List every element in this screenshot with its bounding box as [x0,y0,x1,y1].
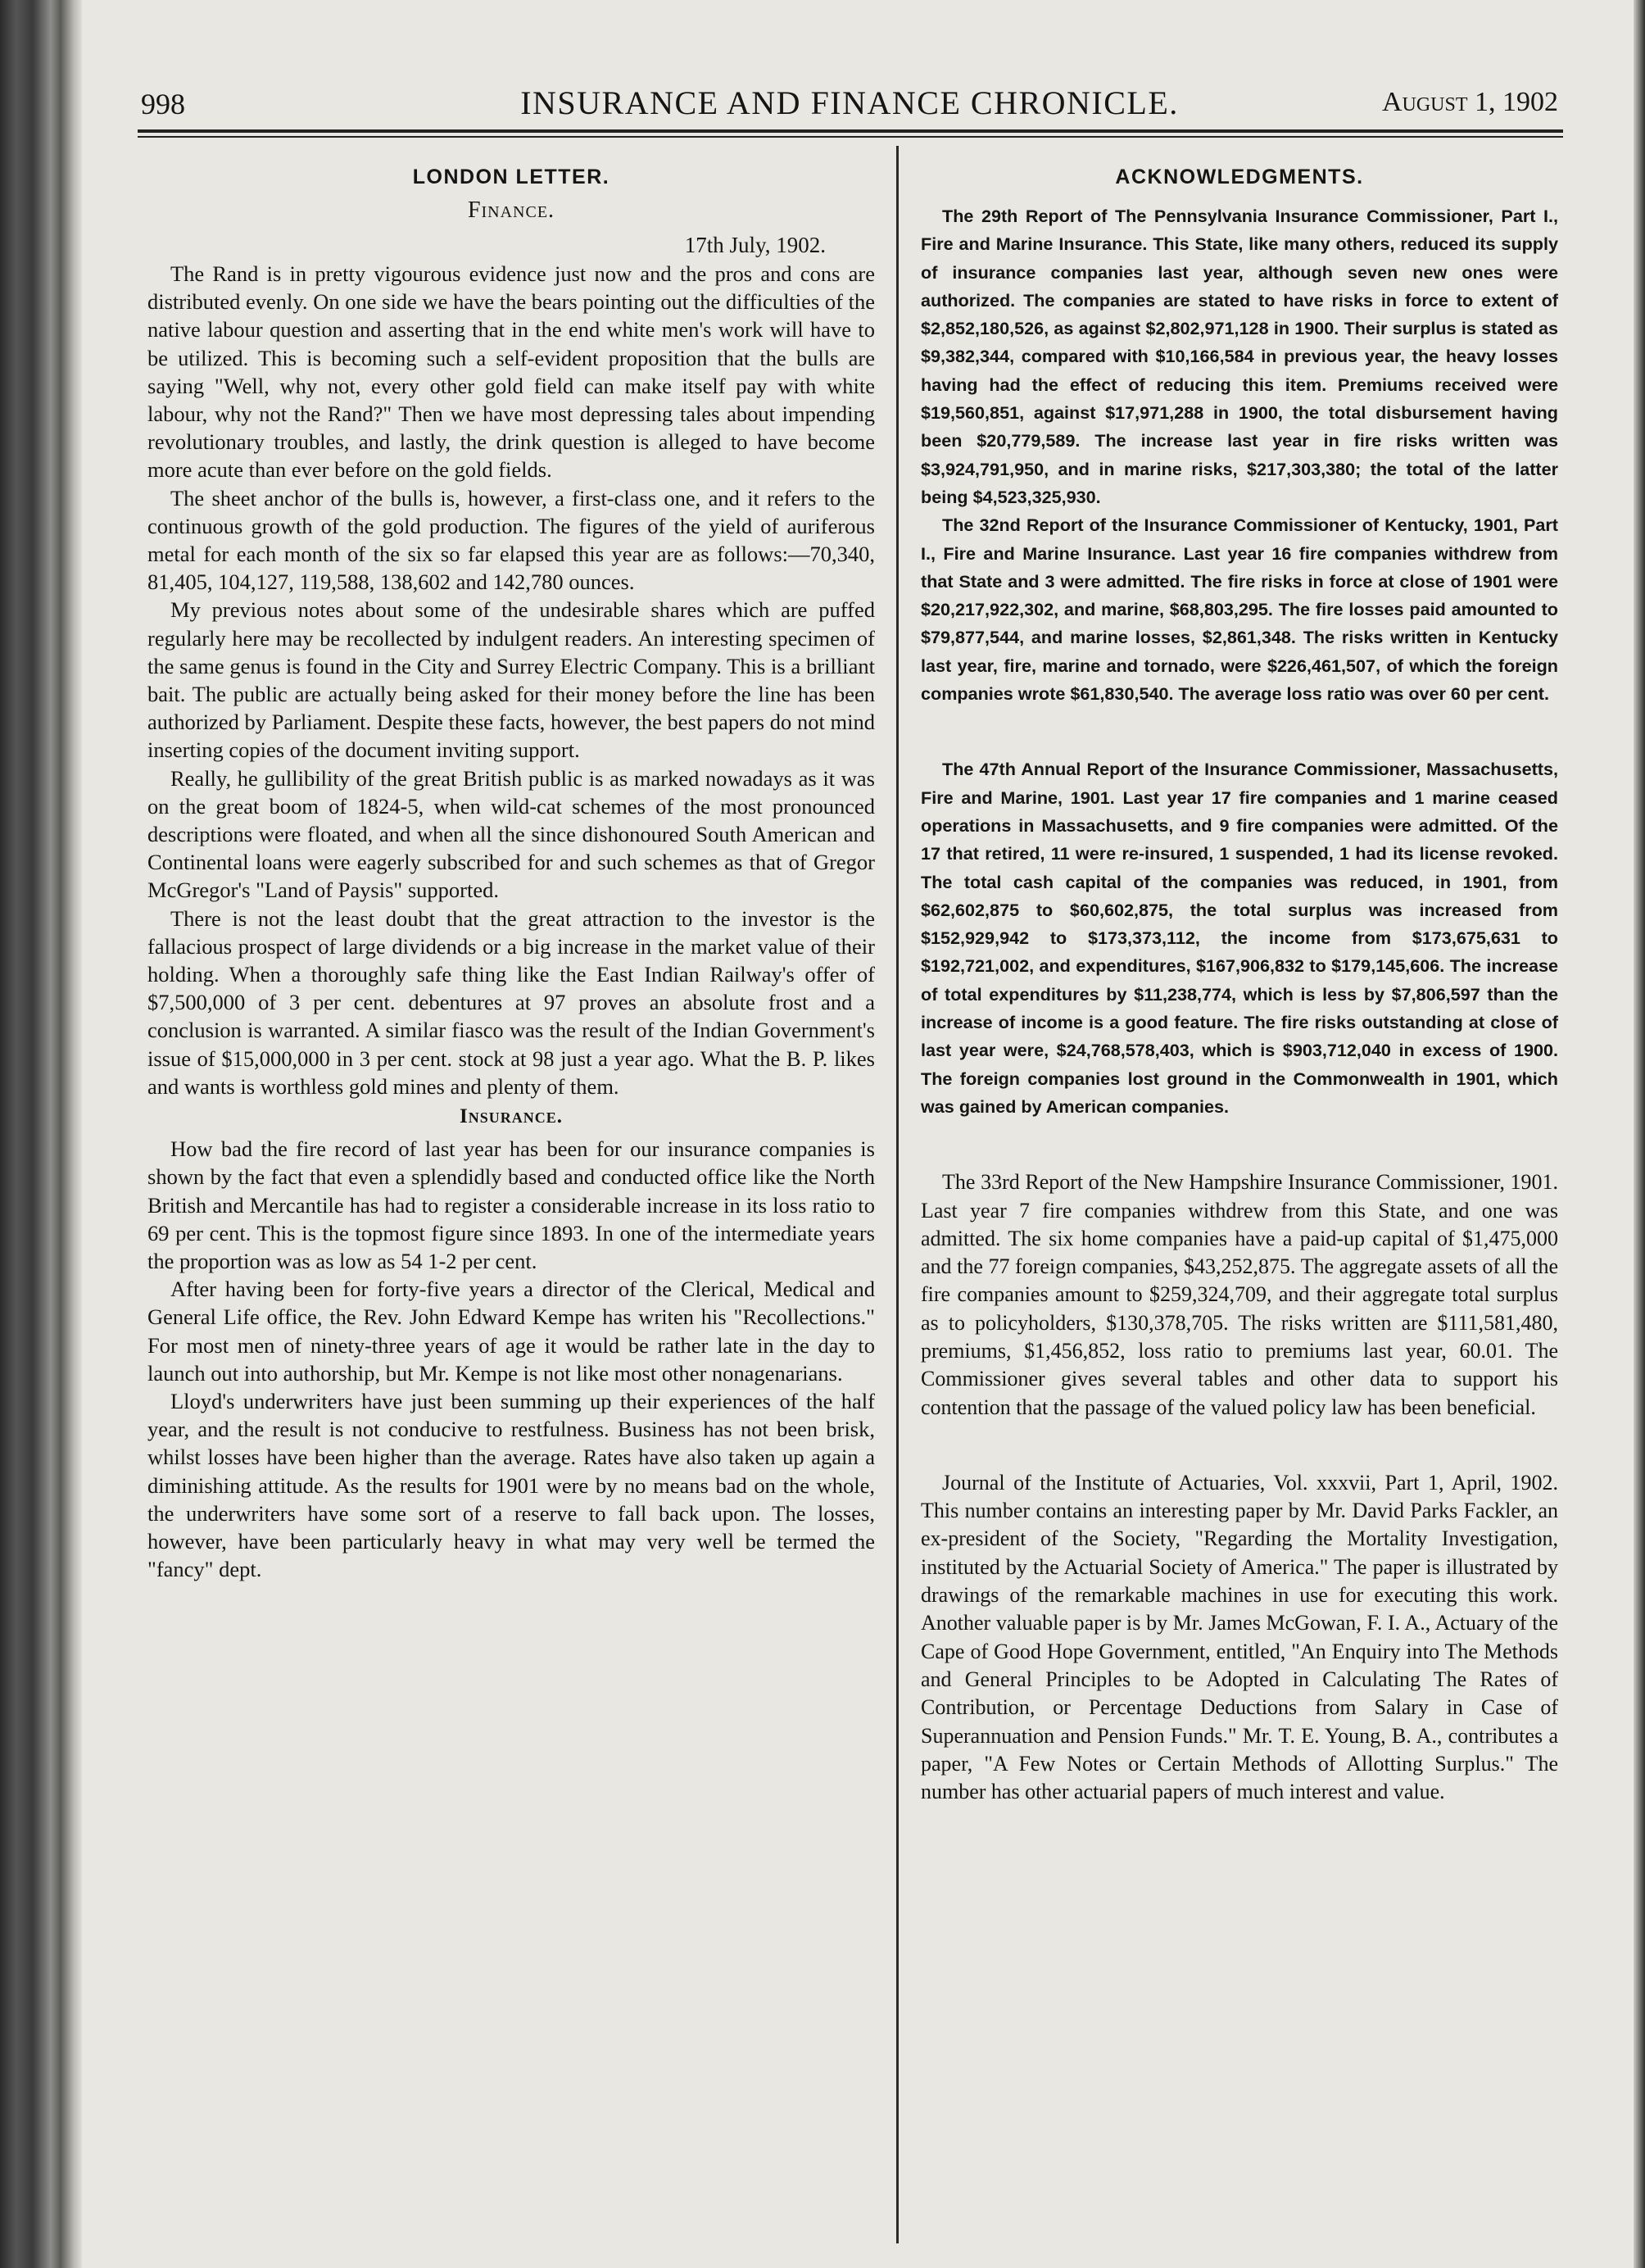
insurance-subheading: Insurance. [460,1105,563,1128]
publication-title: INSURANCE AND FINANCE CHRONICLE. [520,84,1179,121]
letter-dateline: 17th July, 1902. [684,233,826,257]
column-divider [896,146,899,2243]
finance-paragraph: My previous notes about some of the undesirable shares which are puffed regularly here may be recollected by indulgent readers. An interesting specimen of the same genus is found in the City and Surrey Electric Company. This is a brilliant bait. The public are actually being asked for their money before the line has been authorized by Parliament. Despite these facts, however, the best papers do not mind inserting copies of the document inviting support. [147,597,875,763]
kentucky-report-paragraph: The 32nd Report of the Insurance Commissioner of Kentucky, 1901, Part I., Fire and Marine Insurance. Last year 16 fire companies withdrew from that State and 3 were admitted. The fire risks in force at close of 1901 were $20,217,922,302, and marine, $68,803,295. The fire losses paid amounted to $79,877,544, and marine losses, $2,861,348. The risks written in Kentucky last year, fire, marine and tornado, were $226,461,507, of which the foreign companies wrote $61,830,540. The average loss ratio was over 60 per cent. [921,515,1558,705]
book-binding-edge [0,0,82,2268]
london-letter-heading: LONDON LETTER. [412,166,610,188]
right-column [921,164,1558,1806]
new-hampshire-report-paragraph: The 33rd Report of the New Hampshire Insurance Commissioner, 1901. Last year 7 fire companies withdrew from this State, and one was admitted. The six home companies have a paid-up capital of $1,475,000 and the 77 foreign companies, $43,252,875. The aggregate assets of all the fire companies amount to $259,324,709, and their aggregate total surplus as to policyholders, $130,378,705. The risks written are $111,581,480, premiums, $1,456,852, loss ratio to premiums last year, 60.01. The Commissioner gives several tables and other data to support his contention that the passage of the valued policy law has been beneficial. [921,1170,1558,1419]
page-number: 998 [141,88,185,120]
left-column [147,164,875,1583]
massachusetts-report-paragraph: The 47th Annual Report of the Insurance Commissioner, Massachusetts, Fire and Marine, 1901. Last year 17 fire companies and 1 marine ceased operations in Massachusetts, and 9 fire companies were admitted. Of the 17 that retired, 11 were re-insured, 1 suspended, 1 had its license revoked. The total cash capital of the companies was reduced, in 1901, from $62,602,875 to $60,602,875, the total surplus was increased from $152,929,942 to $173,373,112, the income from $173,675,631 to $192,721,002, and expenditures, $167,906,832 to $179,145,606. The increase of total expenditures by $11,238,774, which is less by $7,806,597 than the increase of income is a good feature. The fire risks outstanding at close of last year were, $24,768,578,403, which is $903,712,040 in excess of 1900. The foreign companies lost ground in the Commonwealth in 1901, which was gained by American companies. [921,759,1558,1117]
header-rule-thick [138,129,1563,133]
issue-date: August 1, 1902 [1381,87,1558,117]
finance-paragraph: The Rand is in pretty vigourous evidence just now and the pros and cons are distributed evenly. On one side we have the bears pointing out the difficulties of the native labour question and asserting that in the end white men's work will have to be utilized. This is becoming such a self-evident proposition that the bulls are saying "Well, why not, every other gold field can make itself pay with white labour, why not the Rand?" Then we have most depressing tales about impending revolutionary troubles, and lastly, the drink question is alleged to have become more acute than ever before on the gold fields. [147,261,875,483]
finance-paragraph: The sheet anchor of the bulls is, however, a first-class one, and it refers to the continuous growth of the gold production. The figures of the yield of auriferous metal for each month of the six so far elapsed this year are as follows:—70,340, 81,405, 104,127, 119,588, 138,602 and 142,780 ounces. [147,485,875,595]
finance-paragraph: There is not the least doubt that the great attraction to the investor is the fallacious prospect of large dividends or a big increase in the market value of their holding. When a thoroughly safe thing like the East Indian Railway's offer of $7,500,000 of 3 per cent. debentures at 97 proves an absolute frost and a conclusion is warranted. A similar fiasco was the result of the Indian Government's issue of $15,000,000 in 3 per cent. stock at 98 just a year ago. What the B. P. likes and wants is worthless gold mines and plenty of them. [147,905,875,1099]
actuaries-journal-paragraph: Journal of the Institute of Actuaries, Vol. xxxvii, Part 1, April, 1902. This number contains an interesting paper by Mr. David Parks Fackler, an ex-president of the Society, "Regarding the Mortality Investigation, instituted by the Actuarial Society of America." The paper is illustrated by drawings of the remarkable machines in use for executing this work. Another valuable paper is by Mr. James McGowan, F. I. A., Actuary of the Cape of Good Hope Government, entitled, "An Enquiry into The Methods and General Principles to be Adopted in Calculating The Rates of Contribution, or Percentage Deductions from Salary in Case of Superannuation and Pension Funds." Mr. T. E. Young, B. A., contributes a paper, "A Few Notes or Certain Methods of Allotting Surplus." The number has other actuarial papers of much interest and value. [921,1470,1558,1804]
header-rule-thin [138,136,1563,138]
finance-subheading: Finance. [467,197,555,223]
acknowledgments-heading: ACKNOWLEDGMENTS. [1115,166,1364,188]
page-header [141,84,1558,126]
insurance-paragraph: After having been for forty-five years a director of the Clerical, Medical and General Life office, the Rev. John Edward Kempe has writen his "Recollections." For most men of ninety-three years of age it would be rather late in the day to launch out into authorship, but Mr. Kempe is not like most other nonagenarians. [147,1277,875,1386]
insurance-paragraph: Lloyd's underwriters have just been summing up their experiences of the half year, and the result is not conducive to restfulness. Business has not been brisk, whilst losses have been higher than the average. Rates have also taken up again a diminishing attitude. As the results for 1901 were by no means bad on the whole, the underwriters have some sort of a reserve to fall back upon. The losses, however, have been particularly heavy in what may very well be termed the "fancy" dept. [147,1388,875,1582]
pennsylvania-report-paragraph: The 29th Report of The Pennsylvania Insurance Commissioner, Part I., Fire and Marine Insurance. This State, like many others, reduced its supply of insurance companies last year, although seven new ones were authorized. The companies are stated to have risks in force to extent of $2,852,180,526, as against $2,802,971,128 in 1900. Their surplus is stated as $9,382,344, compared with $10,166,584 in previous year, the heavy losses having had the effect of reducing this item. Premiums received were $19,560,851, against $17,971,288 in 1900, the total disbursement having been $20,779,589. The increase last year in fire risks written was $3,924,791,950, and in marine risks, $217,303,380; the total of the latter being $4,523,325,930. [921,206,1558,507]
finance-paragraph: Really, he gullibility of the great British public is as marked nowadays as it was on the great boom of 1824-5, when wild-cat schemes of the most pronounced descriptions were floated, and when all the since dishonoured South American and Continental loans were eagerly subscribed for and such schemes as that of Gregor McGregor's "Land of Paysis" supported. [147,765,875,903]
insurance-paragraph: How bad the fire record of last year has been for our insurance companies is shown by the fact that even a splendidly based and conducted office like the North British and Mercantile has had to register a considerable increase in its loss ratio to 69 per cent. This is the topmost figure since 1893. In one of the intermediate years the proportion was as low as 54 1-2 per cent. [147,1136,875,1273]
page-right-edge [1634,0,1645,2268]
